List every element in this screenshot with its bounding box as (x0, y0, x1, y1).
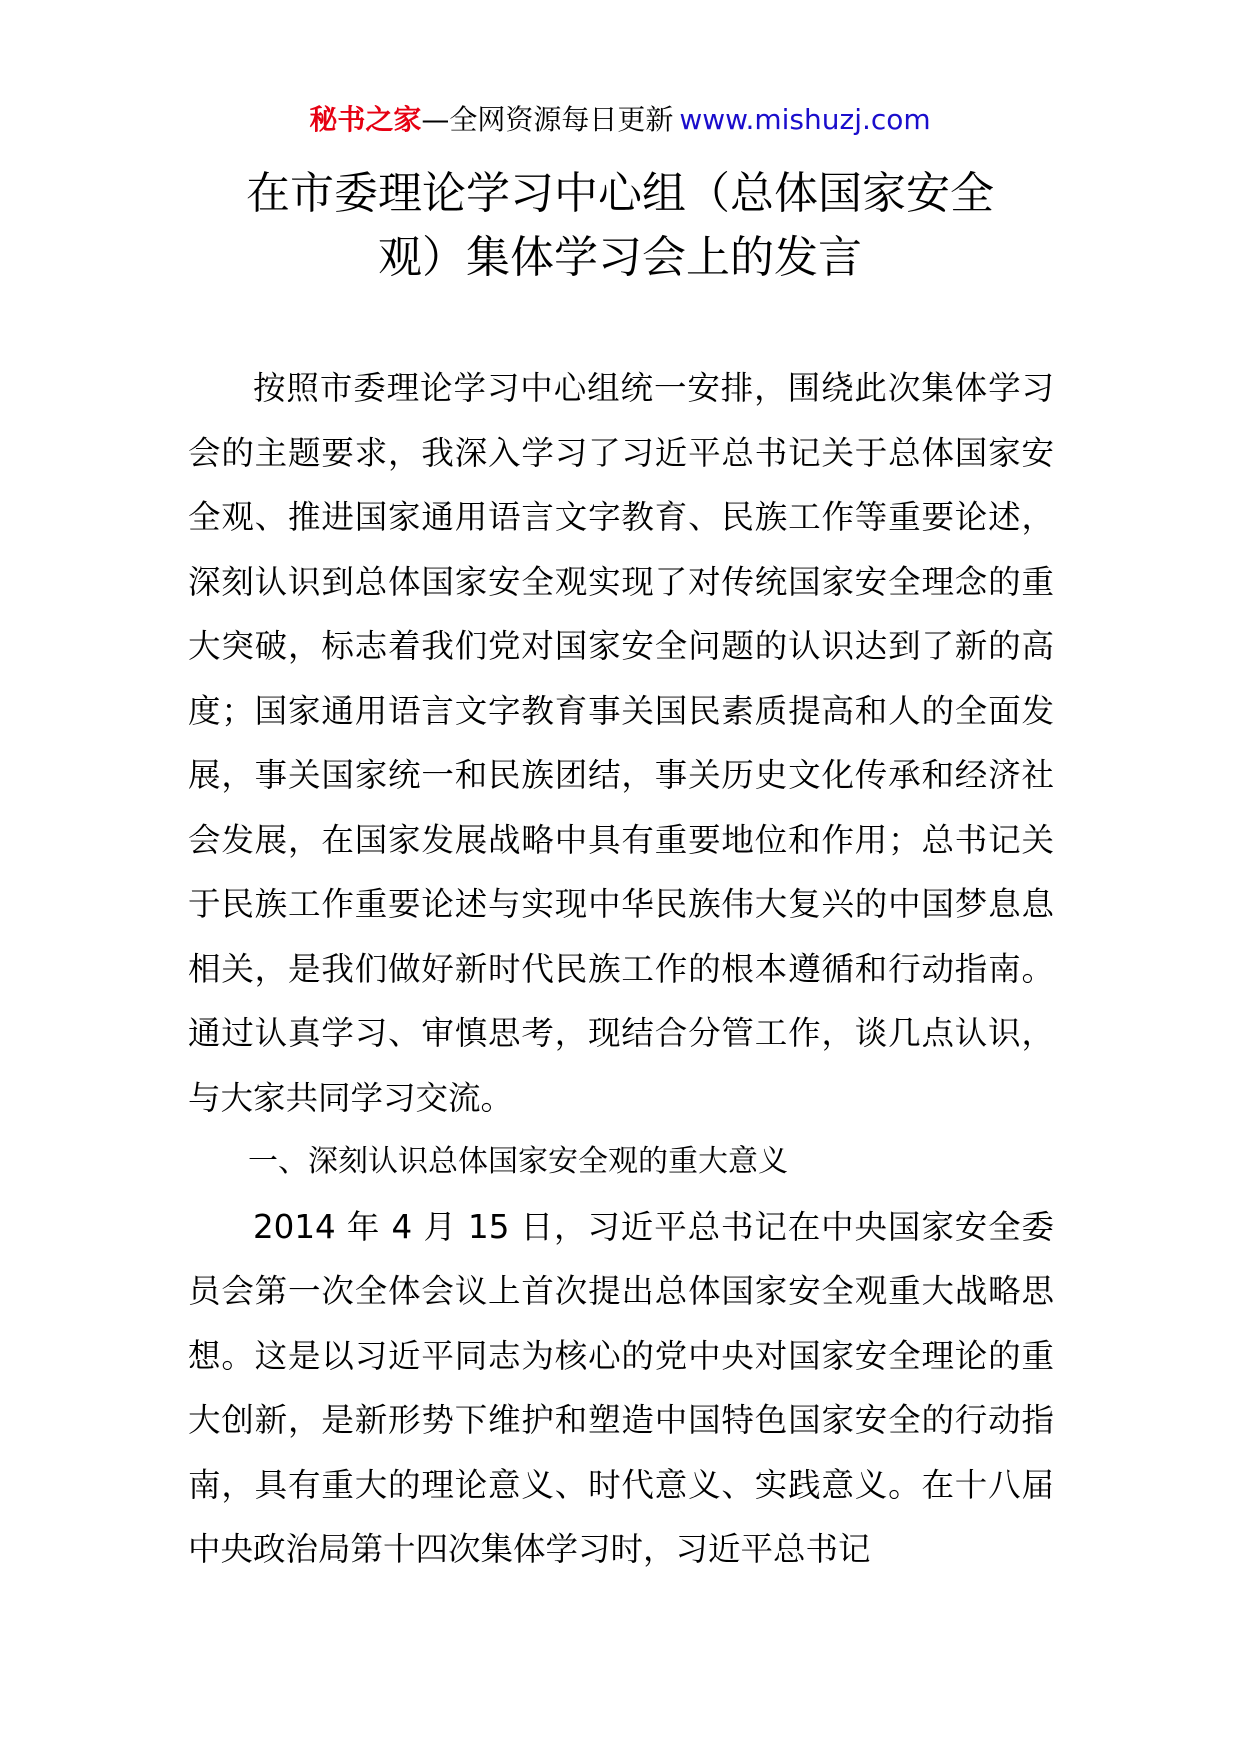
body-paragraph: 按照市委理论学习中心组统一安排，围绕此次集体学习会的主题要求，我深入学习了习近平总书记关于总体国家安全观、推进国家通用语言文字教育、民族工作等重要论述，深刻认识到总体国家安全观实现了对传统国家安全理念的重大突破，标志着我们党对国家安全问题的认识达到了新的高度；国家通用语言文字教育事关国民素质提高和人的全面发展，事关国家统一和民族团结，事关历史文化传承和经济社会发展，在国家发展战略中具有重要地位和作用；总书记关于民族工作重要论述与实现中华民族伟大复兴的中国梦息息相关，是我们做好新时代民族工作的根本遵循和行动指南。通过认真学习、审慎思考，现结合分管工作，谈几点认识，与大家共同学习交流。 (188, 369, 1054, 1117)
section-heading: 一、深刻认识总体国家安全观的重大意义 (248, 1144, 788, 1179)
site-url-link[interactable]: www.mishuzj.com (679, 103, 931, 136)
document-body (188, 356, 1054, 1582)
body-paragraph: 2014 年 4 月 15 日，习近平总书记在中央国家安全委员会第一次全体会议上首次提出总体国家安全观重大战略思想。这是以习近平同志为核心的党中央对国家安全理论的重大创新，是新形势下维护和塑造中国特色国家安全的行动指南，具有重大的理论意义、时代意义、实践意义。在十八届中央政治局第十四次集体学习时，习近平总书记 (188, 1207, 1054, 1568)
title-line-2: 观）集体学习会上的发言 (378, 232, 862, 283)
brand-name: 秘书之家 (309, 103, 422, 136)
document-title (0, 162, 1240, 290)
site-header (0, 100, 1240, 140)
header-tagline: —全网资源每日更新 (421, 103, 674, 136)
title-line-1: 在市委理论学习中心组（总体国家安全 (246, 168, 994, 219)
